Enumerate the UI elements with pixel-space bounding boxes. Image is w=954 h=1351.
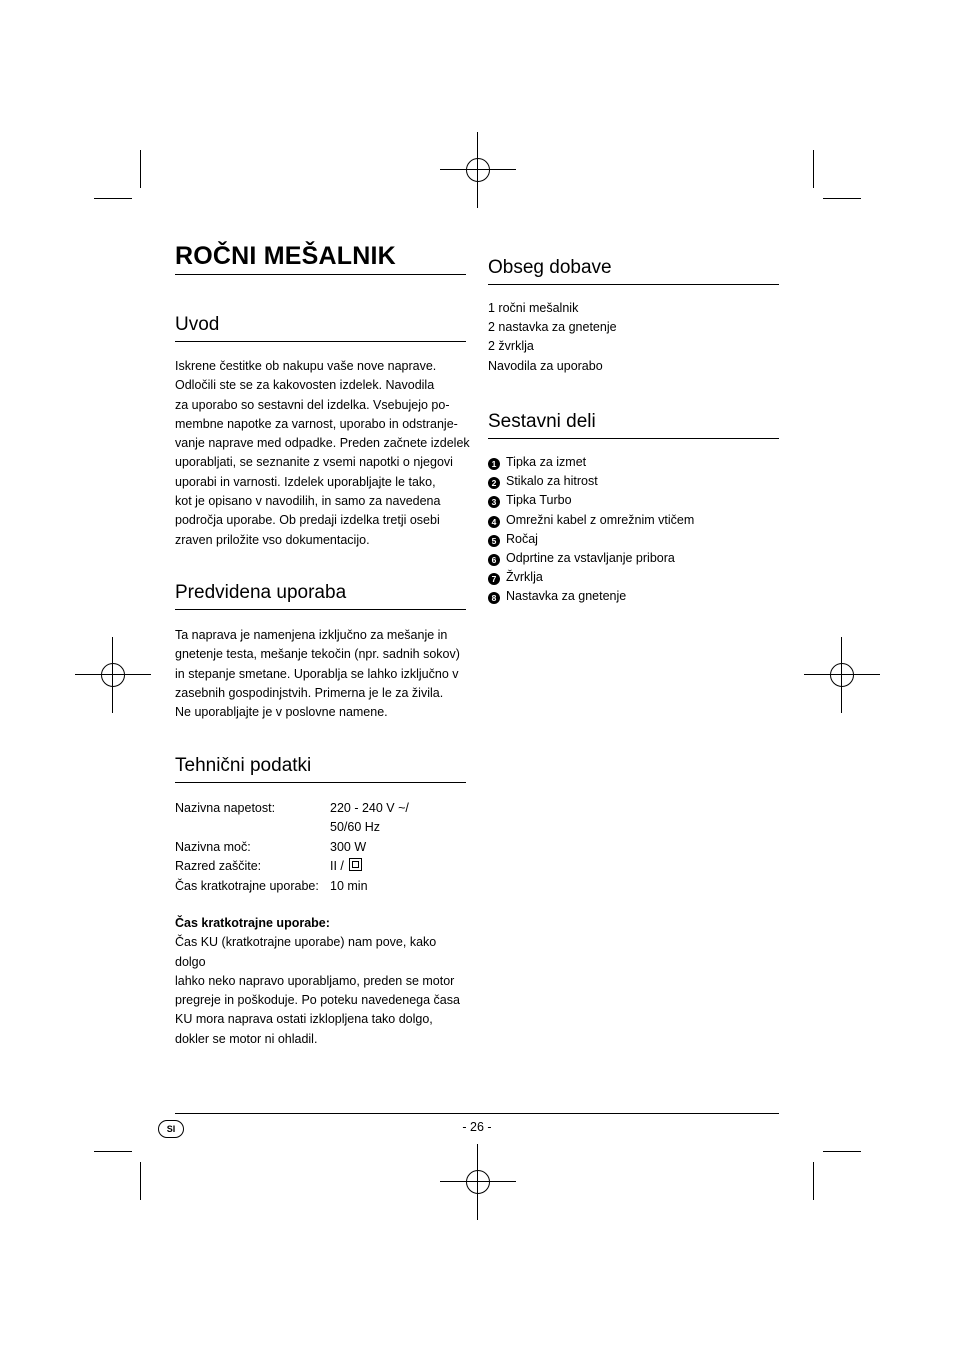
intended-use-heading: Predvidena uporaba bbox=[175, 581, 466, 610]
list-item: 1 Tipka za izmet bbox=[488, 453, 694, 472]
language-badge: SI bbox=[158, 1120, 184, 1138]
intro-text: Iskrene čestitke ob nakupu vaše nove naprave. Odločili ste se za kakovosten izdelek. Navodila za uporabo so sestavni del izdelka. Vsebujejo po- membne napotke za varnost, uporabo in odstranje- vanje naprave med odpadke. Preden začnete izdelek uporabljati, se seznanite z vsemi napotki o njegovi uporabi in varnosti. Izdelek uporabljajte le tako, kot je opisano v navodilih, in samo za navedena področja uporabe. Ob predaji izdelka tretji osebi zraven priložite vso dokumentacijo. bbox=[175, 359, 470, 547]
protection-class-icon bbox=[349, 858, 362, 871]
technical-heading: Tehnični podatki bbox=[175, 754, 466, 783]
scope-list bbox=[488, 299, 617, 376]
list-item: 2 Stikalo za hitrost bbox=[488, 472, 694, 491]
scope-heading: Obseg dobave bbox=[488, 256, 779, 285]
spec-row: Nazivna napetost: 220 - 240 V ~/ bbox=[175, 801, 409, 815]
intended-use-text: Ta naprava je namenjena izključno za mešanje in gnetenje testa, mešanje tekočin (npr. sadnih sokov) in stepanje smetane. Uporablja se lahko izključno v zasebnih gospodinjstvih. Primerna je le za živila. Ne uporabljajte je v poslovne namene. bbox=[175, 628, 460, 720]
note-heading: Čas kratkotrajne uporabe: bbox=[175, 916, 330, 930]
spec-row: Čas kratkotrajne uporabe: 10 min bbox=[175, 878, 368, 893]
list-item: 3 Tipka Turbo bbox=[488, 491, 694, 510]
list-item: Navodila za uporabo bbox=[488, 358, 603, 373]
parts-heading: Sestavni deli bbox=[488, 410, 779, 439]
spec-row: Razred zaščite: II / bbox=[175, 857, 409, 876]
page-number: - 26 - bbox=[462, 1120, 492, 1134]
spec-row: 50/60 Hz bbox=[330, 820, 381, 835]
list-item: 2 žvrklja bbox=[488, 339, 534, 354]
list-item: 6 Odprtine za vstavljanje pribora bbox=[488, 549, 694, 568]
spec-row: Nazivna moč: 300 W bbox=[175, 839, 367, 854]
list-item: 5 Ročaj bbox=[488, 530, 694, 549]
list-item: 7 Žvrklja bbox=[488, 568, 694, 587]
list-item: 4 Omrežni kabel z omrežnim vtičem bbox=[488, 511, 694, 530]
parts-list bbox=[488, 453, 694, 607]
footer-rule bbox=[175, 1113, 779, 1114]
technical-specs bbox=[175, 799, 409, 896]
list-item: 2 nastavka za gnetenje bbox=[488, 320, 617, 335]
intro-heading: Uvod bbox=[175, 313, 466, 342]
list-item: 1 ročni mešalnik bbox=[488, 301, 579, 315]
short-time-note: Čas kratkotrajne uporabe: Čas KU (kratkotrajne uporabe) nam pove, kako dolgo lahko neko napravo uporabljamo, preden se motor pregreje in poškoduje. Po poteku navedenega časa KU mora naprava ostati izklopljena tako dolgo, dokler se motor ni ohladil. bbox=[175, 914, 470, 1049]
list-item: 8 Nastavka za gnetenje bbox=[488, 587, 694, 606]
page-title: ROČNI MEŠALNIK bbox=[175, 240, 466, 275]
